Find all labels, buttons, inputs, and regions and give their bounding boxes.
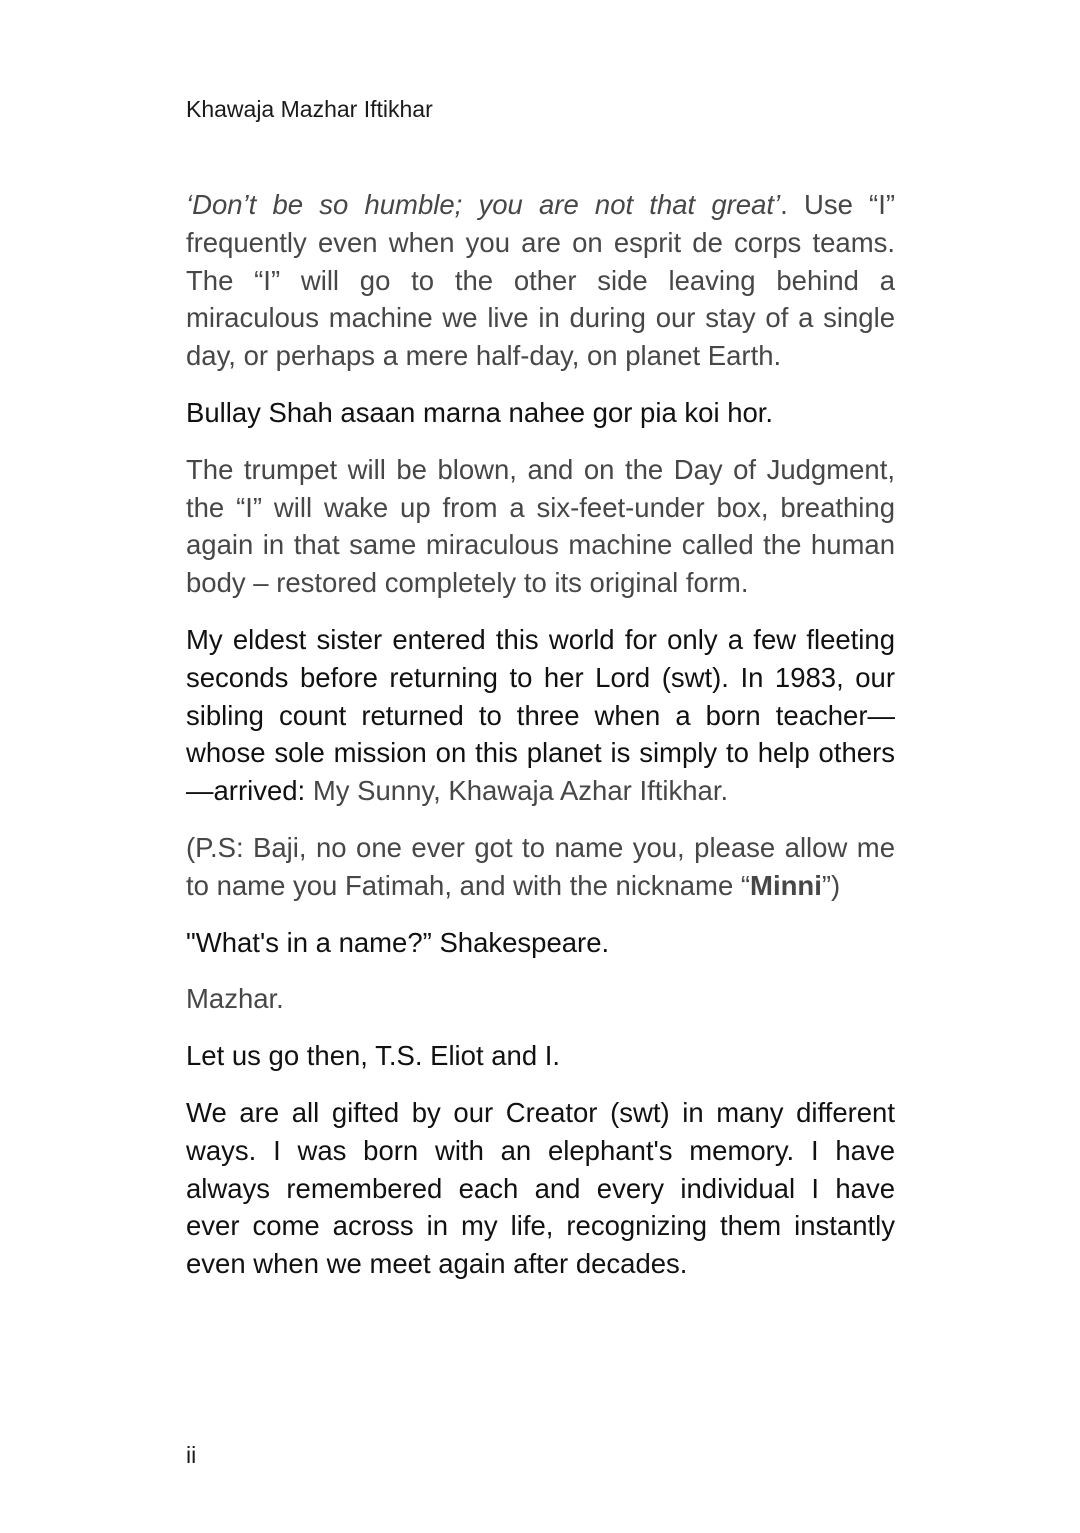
body-text (186, 186, 895, 1302)
paragraph-9: We are all gifted by our Creator (swt) in many different ways. I was born with an elephant's memory. I have always remembered each and every individual I have ever come across in my life, recognizing them instantly even when we meet again after decades. (186, 1096, 895, 1280)
running-header: Khawaja Mazhar Iftikhar (186, 96, 433, 122)
paragraph-6: "What's in a name?” Shakespeare. (186, 926, 610, 958)
nickname: Minni (750, 869, 822, 901)
paragraph-3: The trumpet will be blown, and on the Day of Judgment, the “I” will wake up from a six-feet-under box, breathing again in that same miraculous machine called the human body – restored completely to its original form. (186, 453, 895, 599)
paragraph-1-text: . Use “I” frequently even when you are on esprit de corps teams. The “I” will go to the other side leaving behind a miraculous machine we live in during our stay of a single day, or perhaps a mere half-day, on planet Earth. (186, 189, 896, 372)
page-number: ii (186, 1442, 197, 1468)
paragraph-5-close: ”) (821, 869, 841, 901)
paragraph-5-text: (P.S: Baji, no one ever got to name you, please allow me to name you Fatimah, and with the nickname “ (186, 831, 895, 901)
paragraph-4 (186, 621, 895, 810)
paragraph-4-text: My eldest sister entered this world for only a few fleeting seconds before returning to her Lord (swt). In 1983, our sibling count returned to three when a born teacher—whose sole mission on this planet is simply to help others—arrived: (186, 623, 895, 807)
paragraph-5 (186, 829, 895, 905)
paragraph-2: Bullay Shah asaan marna nahee gor pia koi hor. (186, 396, 774, 428)
italic-quote: ‘Don’t be so humble; you are not that great’ (186, 189, 781, 220)
paragraph-7: Mazhar. (186, 983, 284, 1015)
paragraph-8: Let us go then, T.S. Eliot and I. (186, 1040, 561, 1072)
paragraph-1 (186, 186, 895, 375)
paragraph-4-tail: My Sunny, Khawaja Azhar Iftikhar. (312, 775, 729, 807)
